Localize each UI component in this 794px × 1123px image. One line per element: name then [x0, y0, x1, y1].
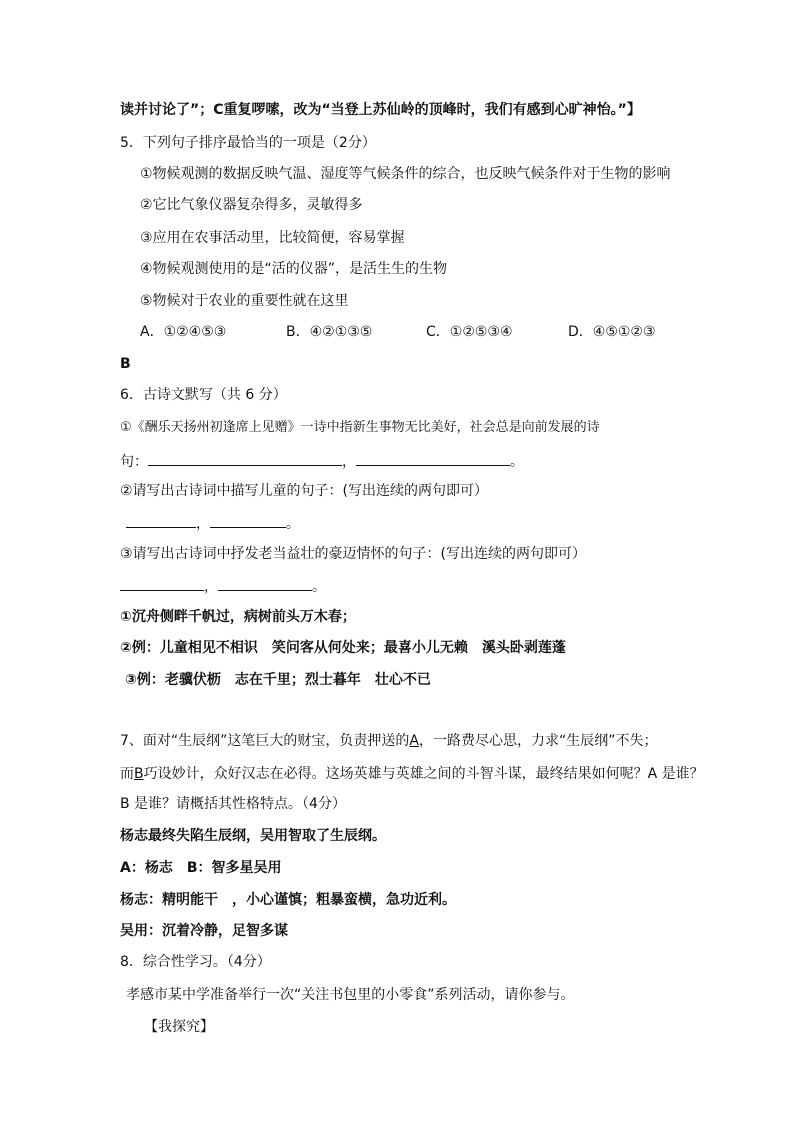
q6-period-1: 。	[510, 454, 524, 470]
q5-item-4: ④物候观测使用的是“活的仪器”，是活生生的生物	[140, 261, 448, 277]
q7-line-1	[120, 731, 658, 751]
q7-blank-b: B	[134, 766, 144, 782]
q6-answer-2: ②例：儿童相见不相识 笑问客从何处来；最喜小儿无赖 溪头卧剥莲蓬	[120, 640, 566, 656]
q8-section-heading: 【我探究】	[144, 1019, 214, 1035]
q7-line-3: B 是谁？请概括其性格特点。（4分）	[120, 796, 346, 812]
q5-answer: B	[120, 356, 131, 372]
q6-blank-1a[interactable]	[148, 451, 342, 466]
q6-blank-2a[interactable]	[126, 513, 196, 528]
q5-option-c: C．①②⑤③④	[426, 324, 513, 340]
q6-title: 6．古诗文默写（共 6 分）	[120, 387, 287, 403]
q6-period-2: 。	[286, 516, 300, 532]
q7-answer-1: 杨志最终失陷生辰纲，吴用智取了生辰纲。	[120, 828, 386, 844]
q7-text-2a: 而	[120, 766, 134, 782]
q6-blank-line-1	[120, 451, 524, 472]
q7-answer-2: A：杨志 B：智多星吴用	[120, 860, 282, 876]
q6-blank-2b[interactable]	[210, 513, 286, 528]
q6-answer-1: ①沉舟侧畔千帆过，病树前头万木春；	[120, 609, 356, 625]
q6-blank-3b[interactable]	[218, 576, 312, 591]
q7-text-1b: ，一路费尽心思，力求“生辰纲”不失；	[419, 733, 658, 749]
q5-options	[140, 322, 656, 342]
q5-item-5: ⑤物候对于农业的重要性就在这里	[140, 293, 349, 309]
q7-text-1a: 7、面对“生辰纲”这笔巨大的财宝，负责押送的	[120, 733, 410, 749]
q6-comma-2: ，	[196, 516, 210, 532]
q8-title: 8．综合性学习。（4分）	[120, 954, 271, 970]
q6-blank-line-3	[120, 576, 326, 597]
q8-intro: 孝感市某中学准备举行一次“关注书包里的小零食”系列活动，请你参与。	[126, 987, 575, 1003]
q7-answer-4: 吴用：沉着冷静，足智多谋	[120, 923, 288, 939]
q5-option-a: A．①②④⑤③	[140, 324, 227, 340]
q7-text-2b: 巧设妙计，众好汉志在必得。这场英雄与英雄之间的斗智斗谋，最终结果如何呢？A 是谁？	[143, 766, 704, 782]
q5-item-2: ②它比气象仪器复杂得多，灵敏得多	[140, 197, 363, 213]
q6-comma-3: ，	[204, 579, 218, 595]
q4-answer-tail: 读并讨论了”；C重复啰嗦，改为“当登上苏仙岭的顶峰时，我们有感到心旷神怡。”】	[120, 102, 641, 118]
q6-blank-1b[interactable]	[356, 451, 510, 466]
q6-prefix: 句：	[120, 454, 148, 470]
q6-period-3: 。	[312, 579, 326, 595]
q6-blank-3a[interactable]	[120, 576, 204, 591]
q6-comma-1: ，	[342, 454, 356, 470]
q5-item-3: ③应用在农事活动里，比较简便，容易掌握	[140, 230, 405, 246]
q6-prompt-3: ③请写出古诗词中抒发老当益壮的豪迈情怀的句子：(写出连续的两句即可）	[120, 546, 587, 562]
q6-prompt-2: ②请写出古诗词中描写儿童的句子：(写出连续的两句即可）	[120, 483, 489, 499]
q6-blank-line-2	[126, 513, 300, 534]
q5-option-b: B．④②①③⑤	[286, 324, 373, 340]
q5-item-1: ①物候观测的数据反映气温、湿度等气候条件的综合，也反映气候条件对于生物的影响	[140, 166, 671, 182]
q7-line-2	[120, 764, 704, 784]
q6-prompt-1: ①《酬乐天扬州初逢席上见赠》一诗中指新生事物无比美好，社会总是向前发展的诗	[120, 420, 600, 435]
q7-blank-a: A	[409, 733, 419, 749]
q6-answer-3: ③例：老骥伏枥 志在千里；烈士暮年 壮心不已	[125, 672, 431, 688]
q5-option-d: D．④⑤①②③	[568, 324, 656, 340]
q5-title: 5．下列句子排序最恰当的一项是（2分）	[120, 135, 376, 151]
q7-answer-3: 杨志：精明能干 ，小心谨慎；粗暴蛮横，急功近利。	[120, 892, 456, 908]
